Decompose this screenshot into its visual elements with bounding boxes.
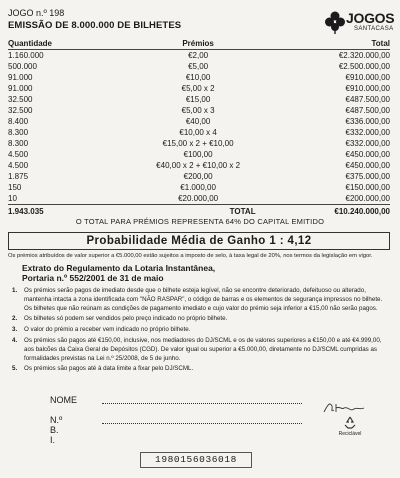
prize-row [8,72,390,83]
barcode-number: 1980156036018 [140,452,252,468]
tax-note: Os prémios atribuídos de valor superior a €5.000,00 estão sujeitos a imposto de selo, à taxa legal de 20%, nos termos da legislação em vigor. [8,253,373,259]
recycle-icon [343,416,357,429]
prize-total: €200.000,00 [345,194,390,203]
total-quantity: 1.943.035 [8,205,91,218]
prize-total: €910.000,00 [345,73,390,82]
regulation-heading-line1: Extrato do Regulamento da Lotaria Instantânea, [22,263,216,273]
prize-amount: €1.000,00 [180,183,216,192]
prize-quantity: 8.400 [8,117,29,126]
prize-total: €375.000,00 [345,172,390,181]
prize-amount: €15,00 [185,95,211,104]
prize-quantity: 4.500 [8,161,29,170]
prize-table-header [8,38,390,50]
prize-row [8,94,390,105]
rule-number: 3. [12,326,18,334]
prize-row [8,105,390,116]
total-label: TOTAL [91,205,286,218]
prize-amount: €15,00 x 2 + €10,00 [162,139,234,148]
prize-row [8,160,390,171]
rule-item [8,315,392,324]
prize-total: €2.320.000,00 [338,51,390,60]
prize-row [8,127,390,138]
prize-row [8,61,390,72]
prize-table [8,38,390,217]
prize-row [8,182,390,193]
prize-quantity: 150 [8,183,22,192]
probability-box: Probabilidade Média de Ganho 1 : 4,12 [8,232,390,250]
rule-number: 2. [12,315,18,323]
rule-text: O valor do prémio a receber vem indicado no próprio bilhete. [24,326,191,334]
prize-quantity: 1.160.000 [8,51,44,60]
rule-text: Os prémios serão pagos de imediato desde que o bilhete esteja legível, não se encontre deteriorado, defeituoso ou alterado, [24,287,366,294]
prize-row [8,171,390,182]
prize-total: €487.500,00 [345,106,390,115]
rule-text: Os prémios são pagos até à data limite a fixar pelo DJ/SCML. [24,365,194,373]
prize-total: €487.500,00 [345,95,390,104]
rule-text: aos balcões da Caixa Geral de Depósitos (CGD). De valor igual ou superior a €5.000,00, diretamente no DJ/SCML cumpridas as [24,345,377,353]
prize-total: €150.000,00 [345,183,390,192]
rule-item [8,287,392,313]
prize-amount: €40,00 [185,117,211,126]
prize-total: €332.000,00 [345,128,390,137]
logo-subtext: SANTACASA [354,26,394,32]
rule-text: formalidades previstas na Lei n.º 25/2008, de 5 de junho. [24,354,181,362]
prize-quantity: 8.300 [8,139,29,148]
game-number: JOGO n.º 198 [8,8,65,18]
rule-text: mantenha intacta a zona identificada com "NÃO RASPAR", o código de barras e os elementos de segurança impressos no bilhete. [24,295,383,303]
prize-amount: €5,00 [188,62,209,71]
prize-row [8,50,390,62]
prize-amount: €100,00 [183,150,213,159]
col-total: Total [286,38,390,50]
recycle-mark [336,416,364,440]
prize-row [8,138,390,149]
rule-text: Os prémios são pagos até €150,00, inclusive, nos mediadores do DJ/SCML e os de valores superiores a €150,00 e até €4.999,00, [24,336,382,344]
prize-total-row [8,205,390,218]
prize-amount: €2,00 [188,51,209,60]
rule-item [8,337,392,363]
recycle-label: Reciclável [338,431,362,437]
jogos-santacasa-logo [324,10,395,38]
clover-icon [324,10,346,34]
prize-quantity: 91.000 [8,84,33,93]
prize-amount: €10,00 [185,73,211,82]
logo-text: JOGOS [346,10,395,26]
regulation-heading-line2: Portaria n.º 552/2001 de 31 de maio [22,273,164,283]
prize-amount: €5,00 x 2 [181,84,215,93]
rule-number: 4. [12,336,18,344]
rule-number: 1. [12,287,18,294]
regulation-heading [22,263,215,283]
prize-quantity: 500.000 [8,62,37,71]
name-field[interactable] [102,403,302,404]
prize-quantity: 91.000 [8,73,33,82]
prize-total: €910.000,00 [345,84,390,93]
prize-quantity: 4.500 [8,150,29,159]
col-quantidade: Quantidade [8,38,91,50]
prize-row [8,193,390,205]
prize-quantity: 1.875 [8,172,29,181]
prize-row [8,116,390,127]
prize-amount: €10,00 x 4 [179,128,217,137]
prize-row [8,149,390,160]
prize-amount: €20.000,00 [178,194,219,203]
prize-total: €336.000,00 [345,117,390,126]
prize-amount: €40,00 x 2 + €10,00 x 2 [156,161,241,170]
prize-row [8,83,390,94]
rule-text: Os bilhetes só podem ser vendidos pelo preço indicado no próprio bilhete. [24,315,228,323]
prize-quantity: 8.300 [8,128,29,137]
prize-total: €2.500.000,00 [338,62,390,71]
rule-text: Os bilhetes que não reúnam as condições de pagamento imediato e cujo valor do prémio seja inferior a €15,00 não serão pagos. [24,304,378,312]
rule-number: 5. [12,365,18,373]
total-value: €10.240.000,00 [286,205,390,218]
emission-title: EMISSÃO DE 8.000.000 DE BILHETES [8,20,182,31]
regulation-rules [8,287,392,374]
percent-note: O TOTAL PARA PRÉMIOS REPRESENTA 64% DO CAPITAL EMITIDO [75,217,325,226]
prize-total: €332.000,00 [345,139,390,148]
prize-amount: €5,00 x 3 [181,106,215,115]
col-premios: Prémios [91,38,286,50]
prize-total: €450.000,00 [345,150,390,159]
rule-item [8,326,392,335]
name-label: NOME [50,395,77,405]
prize-quantity: 10 [8,194,17,203]
prize-amount: €200,00 [183,172,213,181]
prize-quantity: 32.500 [8,95,33,104]
bi-field[interactable] [102,423,302,424]
rule-item [8,365,392,374]
header [8,8,181,31]
signature-icon [320,400,370,416]
bi-label: N.º B. I. [50,415,63,445]
prize-total: €450.000,00 [345,161,390,170]
prize-quantity: 32.500 [8,106,33,115]
